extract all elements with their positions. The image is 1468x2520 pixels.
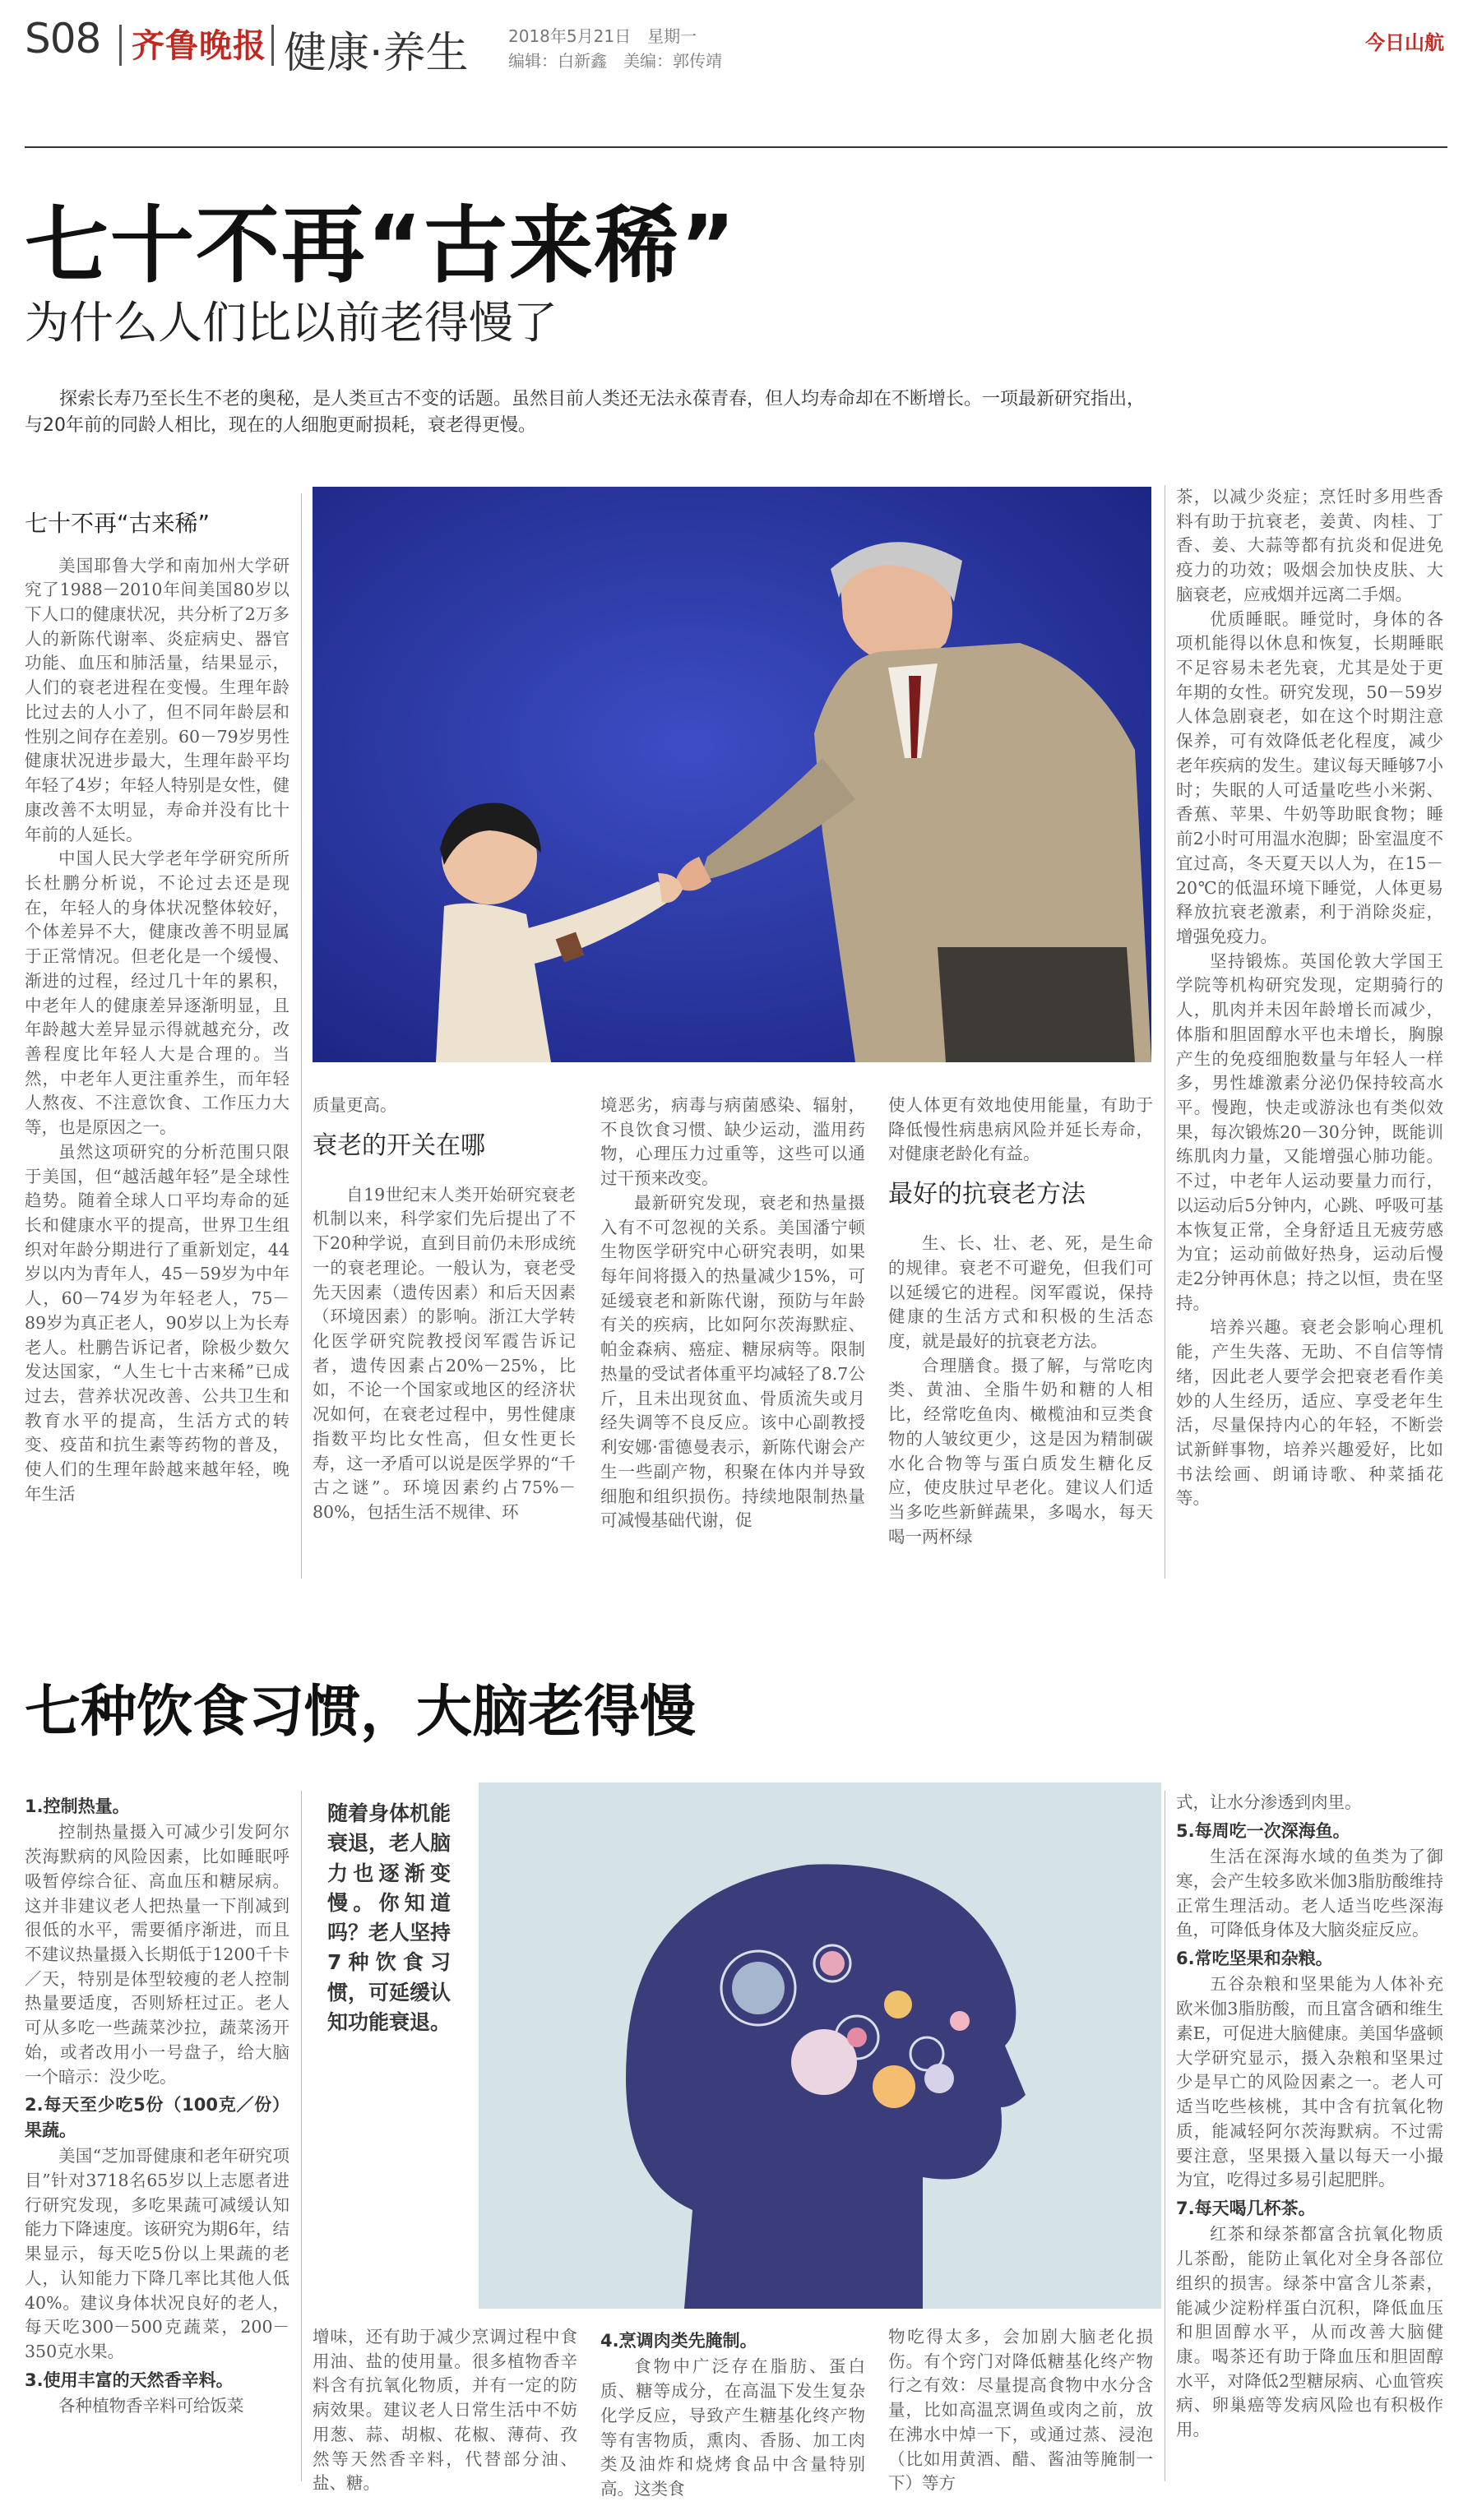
paragraph: 质量更高。 bbox=[313, 1095, 397, 1115]
column-rule bbox=[301, 1791, 302, 2481]
item-heading: 7.每天喝几杯茶。 bbox=[1176, 2198, 1316, 2218]
lede-paragraph: 探索长寿乃至长生不老的奥秘，是人类亘古不变的话题。虽然目前人类还无法永葆青春，但人均寿命却在不断增长。一项最新研究指出，与20年前的同龄人相比，现在的人细胞更耐损耗，衰老得更慢。 bbox=[25, 389, 1146, 436]
paragraph: 生、长、壮、老、死，是生命的规律。衰老不可避免，但我们可以延缓它的进程。闵军霞说，保持健康的生活方式和积极的生活态度，就是最好的抗衰老方法。 bbox=[888, 1233, 1153, 1352]
article-2-column-2 bbox=[313, 2325, 577, 2494]
issue-date: 2018年5月21日 星期一 bbox=[508, 26, 697, 46]
paragraph: 增味，还有助于减少烹调过程中食用油、盐的使用量。很多植物香辛料含有抗氧化物质，并有一定的防病效果。建议老人日常生活中不妨用葱、蒜、胡椒、花椒、薄荷、孜然等天然香辛料，代替部分油、盐、糖。 bbox=[313, 2327, 577, 2494]
article-column-2 bbox=[313, 1094, 576, 1579]
section-heading: 衰老的开关在哪 bbox=[313, 1131, 485, 1160]
article-column-1 bbox=[25, 510, 289, 1579]
item-heading: 5.每周吃一次深海鱼。 bbox=[1176, 1820, 1350, 1841]
section-heading: 最好的抗衰老方法 bbox=[888, 1180, 1086, 1209]
paragraph: 红茶和绿茶都富含抗氧化物质儿茶酚，能防止氧化对全身各部位组织的损害。绿茶中富含儿茶素，能减少淀粉样蛋白沉积，降低血压和胆固醇水平，从而改善大脑健康。喝茶还有助于降血压和胆固醇水平，对降低2型糖尿病、心血管疾病、卵巢癌等发病风险也有积极作用。 bbox=[1176, 2224, 1443, 2440]
section-2-headline: 七种饮食习惯，大脑老得慢 bbox=[25, 1680, 697, 1745]
newspaper-logo: 齐鲁晚报 bbox=[132, 26, 266, 65]
item-heading: 3.使用丰富的天然香辛料。 bbox=[25, 2370, 234, 2390]
item-heading: 1.控制热量。 bbox=[25, 1796, 130, 1816]
photo-old-man-and-boy-handshake bbox=[313, 487, 1151, 1062]
item-heading: 6.常吃坚果和杂粮。 bbox=[1176, 1949, 1333, 1969]
paragraph: 式，让水分渗透到肉里。 bbox=[1176, 1792, 1362, 1812]
paragraph: 美国“芝加哥健康和老年研究项目”针对3718名65岁以上志愿者进行研究发现，多吃果蔬可减缓认知能力下降速度。该研究为期6年，结果显示，每天吃5份以上果蔬的老人，认知能力下降几率比其他人低40%。建议身体状况良好的老人，每天吃300－500克蔬菜，200－350克水果。 bbox=[25, 2146, 289, 2361]
headline: 七十不再“古来稀” bbox=[25, 197, 738, 295]
paragraph: 优质睡眠。睡觉时，身体的各项机能得以休息和恢复，长期睡眠不足容易未老先衰，尤其是处于更年期的女性。研究发现，50－59岁人体急剧衰老，如在这个时期注意保养，可有效降低老化程度，减少老年疾病的发生。建议每天睡够7小时；失眠的人可适量吃些小米粥、香蕉、苹果、牛奶等助眠食物；睡前2小时可用温水泡脚；卧室温度不宜过高，冬天夏天以人为，在15－20℃的低温环境下睡觉，人体更易释放抗衰老激素，利于消除炎症，增强免疫力。 bbox=[1176, 608, 1443, 946]
paragraph: 使人体更有效地使用能量，有助于降低慢性病患病风险并延长寿命，对健康老龄化有益。 bbox=[888, 1095, 1153, 1164]
paragraph: 坚持锻炼。英国伦敦大学国王学院等机构研究发现，定期骑行的人，肌肉并未因年龄增长而减少，体脂和胆固醇水平也未增长，胸腺产生的免疫细胞数量与年轻人一样多，男性雄激素分泌仍保持较高水平。慢跑，快走或游泳也有类似效果，每次锻炼20－30分钟，既能训练肌肉力量，又能增强心肺功能。不过，中老年人运动要量力而行，以运动后5分钟内，心跳、呼吸可基本恢复正常，全身舒适且无疲劳感为宜；运动前做好热身，运动后慢走2分钟再休息；持之以恒，贵在坚持。 bbox=[1176, 950, 1443, 1313]
paragraph: 食物中广泛存在脂肪、蛋白质、糖等成分，在高温下发生复杂化学反应，导致产生糖基化终产物等有害物质，熏肉、香肠、加工肉类及油炸和烧烤食品中含量特别高。这类食 bbox=[600, 2356, 865, 2499]
article-2-column-3 bbox=[600, 2325, 865, 2499]
paragraph: 虽然这项研究的分析范围只限于美国，但“越活越年轻”是全球性趋势。随着全球人口平均寿命的延长和健康水平的提高，世界卫生组织对年龄分期进行了重新划定，44岁以内为青年人，45－59岁为中年人，60－74岁为年轻老人，75－89岁为真正老人，90岁以上为长寿老人。杜鹏告诉记者，除极少数欠发达国家，“人生七十古来稀”已成过去，营养状况改善、公共卫生和教育水平的提高，生活方式的转变、疫苗和抗生素等药物的普及，使人们的生理年龄越来越年轻，晚年生活 bbox=[25, 1141, 289, 1504]
paragraph: 生活在深海水域的鱼类为了御寒，会产生较多欧米伽3脂肪酸维持正常生理活动。老人适当吃些深海鱼，可降低身体及大脑炎症反应。 bbox=[1176, 1847, 1443, 1940]
article-column-4 bbox=[888, 1094, 1153, 1579]
paragraph: 美国耶鲁大学和南加州大学研究了1988－2010年间美国80岁以下人口的健康状况，共分析了2万多人的新陈代谢率、炎症病史、器官功能、血压和肺活量，结果显示，人们的衰老进程在变慢。生理年龄比过去的人小了，但不同年龄层和性别之间存在差别。60－79岁男性健康状况进步最大，生理年龄平均年轻了4岁；年轻人特别是女性，健康改善不太明显，寿命并没有比十年前的人延长。 bbox=[25, 555, 289, 844]
article-2-column-5 bbox=[1176, 1791, 1443, 2481]
column-rule bbox=[301, 493, 302, 1579]
paragraph: 茶，以减少炎症；烹饪时多用些香料有助于抗衰老，姜黄、肉桂、丁香、姜、大蒜等都有抗炎和促进免疫力的功效；吸烟会加快皮肤、大脑衰老，应戒烟并远离二手烟。 bbox=[1176, 487, 1443, 604]
header-divider bbox=[119, 25, 122, 66]
article-2-column-4 bbox=[888, 2325, 1153, 2494]
paragraph: 合理膳食。摄了解，与常吃肉类、黄油、全脂牛奶和糖的人相比，经常吃鱼肉、橄榄油和豆类食物的人皱纹更少，这是因为精制碳水化合物等与蛋白质发生糖化反应，使皮肤过早老化。建议人们适当多吃些新鲜蔬果，多喝水，每天喝一两杯绿 bbox=[888, 1355, 1153, 1547]
item-heading: 4.烹调肉类先腌制。 bbox=[600, 2331, 757, 2351]
page-number: S08 bbox=[25, 15, 101, 62]
paragraph: 境恶劣，病毒与病菌感染、辐射，不良饮食习惯、缺少运动，滥用药物，心理压力过重等，这些可以通过干预来改变。 bbox=[600, 1095, 865, 1189]
paragraph: 控制热量摄入可减少引发阿尔茨海默病的风险因素，比如睡眠呼吸暂停综合征、高血压和糖尿病。这并非建议老人把热量一下削减到很低的水平，需要循序渐进，而且不建议热量摄入长期低于1200千卡／天，特别是体型较瘦的老人控制热量要适度，否则矫枉过正。老人可从多吃一些蔬菜沙拉，蔬菜汤开始，或者改用小一号盘子，给大脑一个暗示：没少吃。 bbox=[25, 1822, 289, 2087]
section-heading: 七十不再“古来稀” bbox=[25, 510, 211, 537]
section-name: 健康·养生 bbox=[284, 29, 469, 78]
paragraph: 五谷杂粮和坚果能为人体补充欧米伽3脂肪酸，而且富含硒和维生素E，可促进大脑健康。美国华盛顿大学研究显示，摄入杂粮和坚果过少是早亡的风险因素之一。老人可适当吃些核桃，其中含有抗氧化物质，能减轻阿尔茨海默病。不过需要注意，坚果摄入量以每天一小撮为宜，吃得过多易引起肥胖。 bbox=[1176, 1974, 1443, 2190]
editor-credits: 编辑：白新鑫 美编：郭传靖 bbox=[508, 51, 722, 71]
article-column-5 bbox=[1176, 485, 1443, 1579]
illustration-caption: 随着身体机能衰退，老人脑力也逐渐变慢。你知道吗？老人坚持7种饮食习惯，可延缓认知功能衰退。 bbox=[327, 1801, 452, 2034]
paragraph: 自19世纪末人类开始研究衰老机制以来，科学家们先后提出了不下20种学说，直到目前仍未形成统一的衰老理论。一般认为，衰老受先天因素（遗传因素）和后天因素（环境因素）的影响。浙江大学转化医学研究院教授闵军霞告诉记者，遗传因素占20%－25%，比如，不论一个国家或地区的经济状况如何，在衰老过程中，男性健康指数平均比女性高，但女性更长寿，这一矛盾可以说是医学界的“千古之谜”。环境因素约占75%－80%，包括生活不规律、环 bbox=[313, 1184, 576, 1523]
subheadline: 为什么人们比以前老得慢了 bbox=[25, 297, 558, 349]
header-rule bbox=[25, 146, 1447, 148]
paragraph: 各种植物香辛料可给饭菜 bbox=[58, 2396, 244, 2416]
paragraph: 培养兴趣。衰老会影响心理机能，产生失落、无助、不自信等情绪，因此老人要学会把衰老看作美妙的人生经历，适应、享受老年生活，尽量保持内心的年轻，不断尝试新鲜事物，培养兴趣爱好，比如书法绘画、朗诵诗歌、种菜插花等。 bbox=[1176, 1317, 1443, 1509]
article-2-column-1 bbox=[25, 1791, 289, 2473]
illustration-brain-gears bbox=[479, 1782, 1161, 2309]
paragraph: 中国人民大学老年学研究所所长杜鹏分析说，不论过去还是现在，年轻人的身体状况整体较好，个体差异不大，健康改善不明显属于正常情况。但老化是一个缓慢、渐进的过程，经过几十年的累积，中老年人的健康差异逐渐明显，且年龄越大差异显示得就越充分，改善程度比年轻人大是合理的。当然，中老年人更注重养生，而年轻人熬夜、不注意饮食、工作压力大等，也是原因之一。 bbox=[25, 848, 289, 1138]
paragraph: 物吃得太多，会加剧大脑老化损伤。有个窍门对降低糖基化终产物行之有效：尽量提高食物中水分含量，比如高温烹调鱼或肉之前，放在沸水中焯一下，或通过蒸、浸泡（比如用黄酒、醋、酱油等腌制一下）等方 bbox=[888, 2327, 1153, 2494]
article-column-3 bbox=[600, 1094, 865, 1579]
header-divider bbox=[271, 25, 274, 66]
item-heading: 2.每天至少吃5份（100克／份）果蔬。 bbox=[25, 2095, 289, 2140]
paragraph: 最新研究发现，衰老和热量摄入有不可忽视的关系。美国潘宁顿生物医学研究中心研究表明，如果每年间将摄入的热量减少15%，可延缓衰老和新陈代谢，预防与年龄有关的疾病，比如阿尔茨海默症、帕金森病、癌症、糖尿病等。限制热量的受试者体重平均减轻了8.7公斤，且未出现贫血、骨质流失或月经失调等不良反应。该中心副教授利安娜·雷德曼表示，新陈代谢会产生一些副产物，积聚在体内并导致细胞和组织损伤。持续地限制热量可减慢基础代谢，促 bbox=[600, 1192, 865, 1531]
sponsor-label: 今日山航 bbox=[1365, 31, 1444, 54]
